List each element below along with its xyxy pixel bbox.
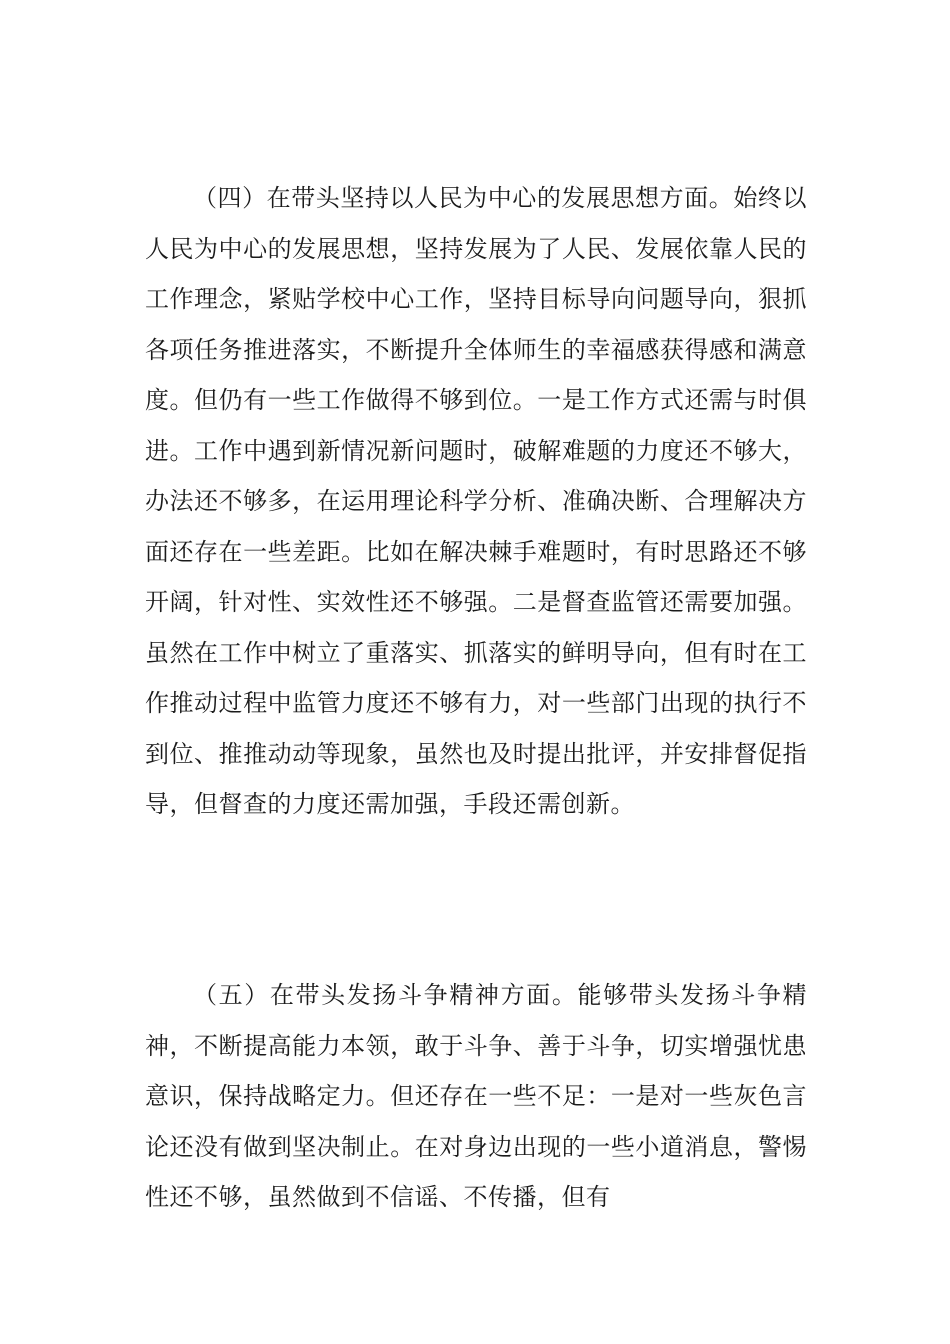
paragraph-section-four: （四）在带头坚持以人民为中心的发展思想方面。始终以人民为中心的发展思想，坚持发展为了人民、发展依靠人民的工作理念，紧贴学校中心工作，坚持目标导向问题导向，狠抓各项任务推进落实，不断提升全体师生的幸福感获得感和满意度。但仍有一些工作做得不够到位。一是工作方式还需与时俱进。工作中遇到新情况新问题时，破解难题的力度还不够大，办法还不够多，在运用理论科学分析、准确决断、合理解决方面还存在一些差距。比如在解决棘手难题时，有时思路还不够开阔，针对性、实效性还不够强。二是督查监管还需要加强。虽然在工作中树立了重落实、抓落实的鲜明导向，但有时在工作推动过程中监管力度还不够有力，对一些部门出现的执行不到位、推推动动等现象，虽然也及时提出批评，并安排督促指导，但督查的力度还需加强，手段还需创新。 xyxy=(145,184,807,818)
paragraph-section-five: （五）在带头发扬斗争精神方面。能够带头发扬斗争精神，不断提高能力本领，敢于斗争、善于斗争，切实增强忧患意识，保持战略定力。但还存在一些不足：一是对一些灰色言论还没有做到坚决制止。在对身边出现的一些小道消息，警惕性还不够，虽然做到不信谣、不传播，但有 xyxy=(145,981,807,1211)
